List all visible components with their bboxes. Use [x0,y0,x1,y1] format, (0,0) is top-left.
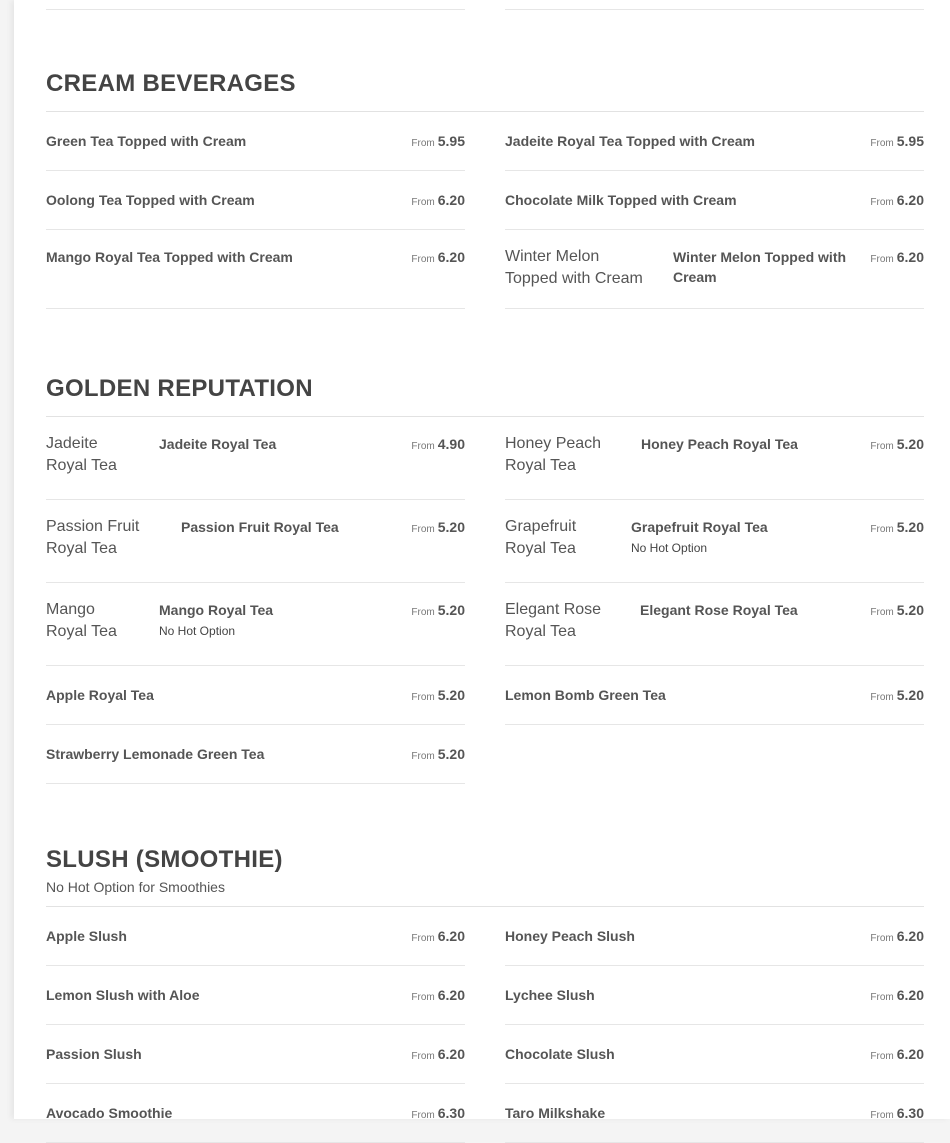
item-price [870,985,924,1008]
item-name: Lychee Slush [505,987,595,1003]
price-amount: 5.20 [896,602,924,618]
price-amount: 6.20 [896,987,924,1003]
item-name: Apple Royal Tea [46,687,154,703]
price-amount: 5.20 [437,602,465,618]
item-price [870,1103,924,1126]
menu-item[interactable] [505,1025,924,1084]
item-price [411,600,465,623]
item-image-alt[interactable]: Elegant Rose Royal Tea [505,601,602,640]
section-cream-beverages [46,70,924,309]
item-image-alt[interactable]: Honey Peach Royal Tea [505,435,602,474]
item-price [411,131,465,154]
menu-item[interactable] [505,500,924,583]
price-from-label: From [411,1110,435,1121]
item-name: Avocado Smoothie [46,1105,173,1121]
menu-item[interactable] [46,583,465,666]
price-from-label: From [411,197,435,208]
price-from-label: From [411,524,435,535]
item-name: Passion Fruit Royal Tea [181,519,339,535]
price-from-label: From [411,138,435,149]
item-name: Honey Peach Royal Tea [641,436,798,452]
item-image-alt[interactable]: Mango Royal Tea [46,601,117,640]
item-price [870,131,924,154]
item-price [870,685,924,708]
menu-item[interactable] [46,725,465,784]
menu-item[interactable] [505,417,924,500]
page-panel [14,0,950,1119]
item-name: Elegant Rose Royal Tea [640,602,798,618]
price-amount: 5.20 [437,687,465,703]
item-name: Green Tea Topped with Cream [46,133,247,149]
item-name: Apple Slush [46,928,127,944]
price-amount: 6.20 [896,1046,924,1062]
price-from-label: From [411,254,435,265]
price-amount: 5.20 [896,436,924,452]
item-price [870,1044,924,1067]
price-from-label: From [870,992,894,1003]
item-image-alt[interactable]: Winter Melon Topped with Cream [505,248,643,287]
section-subtitle: No Hot Option for Smoothies [46,879,225,895]
price-amount: 6.20 [437,192,465,208]
section-golden-reputation [46,375,924,784]
menu-item[interactable] [46,112,465,171]
item-image-alt[interactable]: Passion Fruit Royal Tea [46,518,140,557]
price-amount: 6.30 [896,1105,924,1121]
section-title: SLUSH (SMOOTHIE) [46,846,283,873]
section-slush-smoothie [46,846,924,1143]
item-price [411,434,465,457]
price-from-label: From [411,933,435,944]
price-from-label: From [411,751,435,762]
item-name: Chocolate Milk Topped with Cream [505,192,737,208]
price-amount: 5.95 [437,133,465,149]
menu-item[interactable] [505,907,924,966]
price-from-label: From [870,1051,894,1062]
item-name: Lemon Bomb Green Tea [505,687,666,703]
divider [46,9,465,10]
menu-item[interactable] [505,1084,924,1143]
item-price [411,985,465,1008]
item-price [870,434,924,457]
price-from-label: From [870,254,894,265]
menu-item[interactable] [46,500,465,583]
price-amount: 5.20 [437,519,465,535]
menu-item[interactable] [505,966,924,1025]
menu-item[interactable] [46,907,465,966]
menu-item[interactable] [505,666,924,725]
item-name: Taro Milkshake [505,1105,606,1121]
item-name: Jadeite Royal Tea Topped with Cream [505,133,755,149]
price-amount: 6.30 [437,1105,465,1121]
price-from-label: From [870,138,894,149]
item-price [870,517,924,540]
price-amount: 5.20 [437,746,465,762]
price-amount: 4.90 [437,436,465,452]
price-amount: 6.20 [437,1046,465,1062]
item-name: Jadeite Royal Tea [159,436,277,452]
item-name: Oolong Tea Topped with Cream [46,192,255,208]
price-amount: 6.20 [437,249,465,265]
menu-item[interactable] [505,112,924,171]
item-note: No Hot Option [159,624,236,638]
menu-item[interactable] [505,583,924,666]
price-amount: 6.20 [896,192,924,208]
item-price [411,685,465,708]
menu-item[interactable] [46,1084,465,1143]
price-from-label: From [870,197,894,208]
item-price [411,744,465,767]
price-from-label: From [870,441,894,452]
item-name: Chocolate Slush [505,1046,615,1062]
item-price [870,926,924,949]
item-price [411,926,465,949]
item-price [870,247,924,270]
price-from-label: From [870,524,894,535]
menu-item[interactable] [46,666,465,725]
price-amount: 6.20 [896,249,924,265]
item-name: Mango Royal Tea Topped with Cream [46,249,293,265]
menu-item[interactable] [46,171,465,230]
menu-item[interactable] [505,230,924,309]
menu-grid [46,417,924,784]
item-price [411,1103,465,1126]
item-price [870,600,924,623]
price-from-label: From [411,992,435,1003]
menu-grid [46,112,924,309]
price-from-label: From [870,692,894,703]
price-amount: 5.20 [896,519,924,535]
price-from-label: From [870,607,894,618]
item-name: Mango Royal Tea [159,602,274,618]
item-name: Grapefruit Royal Tea [631,519,768,535]
item-name: Passion Slush [46,1046,142,1062]
menu-item[interactable] [46,1025,465,1084]
item-price [411,517,465,540]
item-image-alt[interactable]: Grapefruit Royal Tea [505,518,577,557]
menu-item[interactable] [46,966,465,1025]
item-name: Winter Melon Topped with Cream [673,249,847,285]
divider [505,9,924,10]
price-amount: 5.95 [896,133,924,149]
item-note: No Hot Option [631,541,708,555]
item-price [411,247,465,270]
price-from-label: From [870,1110,894,1121]
menu-item[interactable] [46,417,465,500]
price-amount: 5.20 [896,687,924,703]
price-from-label: From [411,1051,435,1062]
item-name: Strawberry Lemonade Green Tea [46,746,265,762]
item-price [411,1044,465,1067]
menu-item[interactable] [505,171,924,230]
price-from-label: From [870,933,894,944]
price-from-label: From [411,441,435,452]
item-price [411,190,465,213]
item-name: Lemon Slush with Aloe [46,987,200,1003]
item-image-alt[interactable]: Jadeite Royal Tea [46,435,117,474]
item-name: Honey Peach Slush [505,928,635,944]
price-from-label: From [411,607,435,618]
menu-item[interactable] [46,230,465,309]
price-amount: 6.20 [437,987,465,1003]
section-title: CREAM BEVERAGES [46,70,296,97]
menu-grid [46,907,924,1143]
item-price [870,190,924,213]
price-amount: 6.20 [437,928,465,944]
section-title: GOLDEN REPUTATION [46,375,313,402]
price-from-label: From [411,692,435,703]
price-amount: 6.20 [896,928,924,944]
